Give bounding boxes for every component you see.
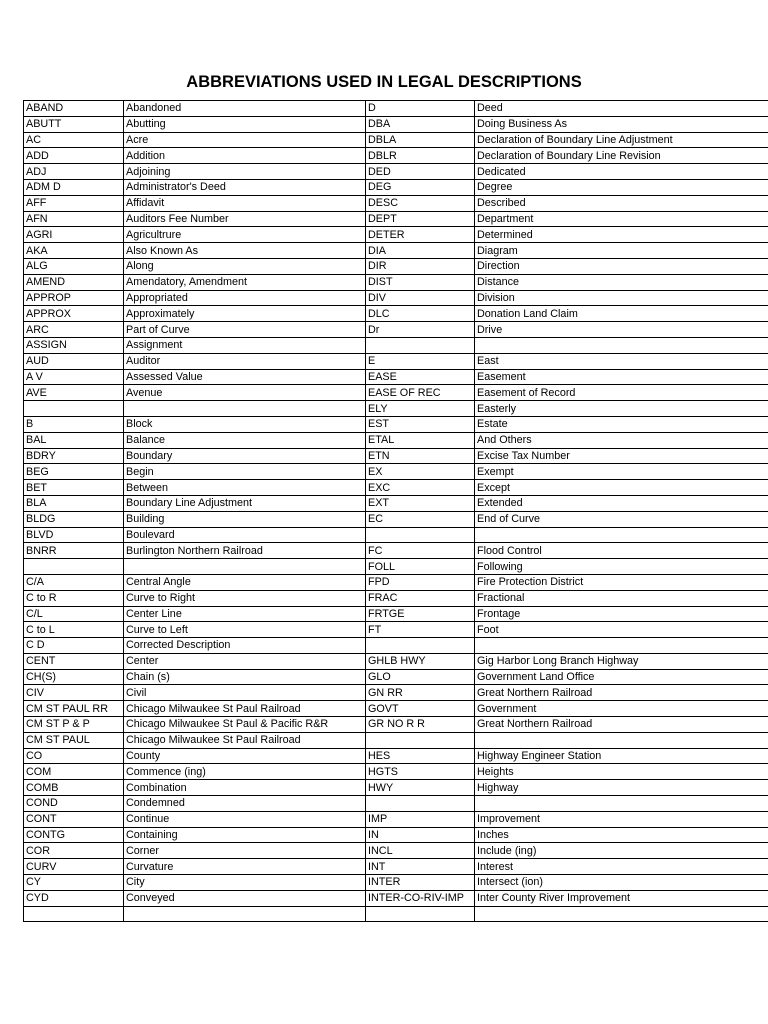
abbreviation-cell: EST [366, 416, 475, 432]
meaning-cell: Amendatory, Amendment [124, 274, 366, 290]
abbreviation-cell: AVE [24, 385, 124, 401]
abbreviation-cell: CONT [24, 811, 124, 827]
abbreviation-cell: ASSIGN [24, 337, 124, 353]
table-row [24, 432, 768, 448]
table-row [24, 543, 768, 559]
abbreviation-cell: ELY [366, 401, 475, 417]
meaning-cell: End of Curve [475, 511, 768, 527]
table-row [24, 211, 768, 227]
abbreviation-cell: AKA [24, 243, 124, 259]
meaning-cell: Except [475, 480, 768, 496]
abbreviation-cell: DIA [366, 243, 475, 259]
abbreviation-cell: BDRY [24, 448, 124, 464]
meaning-cell: Begin [124, 464, 366, 480]
meaning-cell: Chain (s) [124, 669, 366, 685]
abbreviations-table-body [24, 101, 768, 922]
meaning-cell: Deed [475, 101, 768, 117]
meaning-cell: Doing Business As [475, 116, 768, 132]
table-row [24, 906, 768, 922]
page-title: ABBREVIATIONS USED IN LEGAL DESCRIPTIONS [186, 73, 582, 91]
table-row [24, 148, 768, 164]
meaning-cell: Combination [124, 780, 366, 796]
meaning-cell: Containing [124, 827, 366, 843]
meaning-cell: Estate [475, 416, 768, 432]
table-row [24, 195, 768, 211]
abbreviation-cell: B [24, 416, 124, 432]
meaning-cell: Appropriated [124, 290, 366, 306]
meaning-cell: Excise Tax Number [475, 448, 768, 464]
table-row [24, 116, 768, 132]
meaning-cell: Boundary [124, 448, 366, 464]
meaning-cell: Approximately [124, 306, 366, 322]
table-row [24, 717, 768, 733]
meaning-cell: Donation Land Claim [475, 306, 768, 322]
meaning-cell: Commence (ing) [124, 764, 366, 780]
abbreviation-cell: DIR [366, 258, 475, 274]
meaning-cell: Frontage [475, 606, 768, 622]
abbreviation-cell [366, 527, 475, 543]
meaning-cell: Government Land Office [475, 669, 768, 685]
table-row [24, 527, 768, 543]
meaning-cell: Condemned [124, 796, 366, 812]
abbreviation-cell: CY [24, 875, 124, 891]
meaning-cell: Central Angle [124, 574, 366, 590]
table-row [24, 685, 768, 701]
meaning-cell: Fire Protection District [475, 574, 768, 590]
meaning-cell: Addition [124, 148, 366, 164]
meaning-cell: Great Northern Railroad [475, 685, 768, 701]
meaning-cell: Dedicated [475, 164, 768, 180]
abbreviation-cell: Dr [366, 322, 475, 338]
abbreviation-cell: ETAL [366, 432, 475, 448]
meaning-cell: Balance [124, 432, 366, 448]
abbreviation-cell: ETN [366, 448, 475, 464]
meaning-cell: Corrected Description [124, 638, 366, 654]
abbreviation-cell: GOVT [366, 701, 475, 717]
meaning-cell: Curve to Left [124, 622, 366, 638]
abbreviation-cell [24, 906, 124, 922]
abbreviation-cell: ALG [24, 258, 124, 274]
meaning-cell [475, 796, 768, 812]
meaning-cell: Highway Engineer Station [475, 748, 768, 764]
abbreviation-cell: E [366, 353, 475, 369]
abbreviation-cell: DESC [366, 195, 475, 211]
table-row [24, 290, 768, 306]
abbreviation-cell: A V [24, 369, 124, 385]
abbreviation-cell: COM [24, 764, 124, 780]
table-row [24, 574, 768, 590]
meaning-cell: Easement of Record [475, 385, 768, 401]
table-row [24, 227, 768, 243]
abbreviation-cell: C D [24, 638, 124, 654]
meaning-cell: Division [475, 290, 768, 306]
meaning-cell: Assessed Value [124, 369, 366, 385]
abbreviation-cell: ARC [24, 322, 124, 338]
abbreviation-cell: EASE [366, 369, 475, 385]
abbreviation-cell: CH(S) [24, 669, 124, 685]
meaning-cell: Chicago Milwaukee St Paul Railroad [124, 701, 366, 717]
abbreviation-cell: APPROX [24, 306, 124, 322]
table-row [24, 511, 768, 527]
meaning-cell: Foot [475, 622, 768, 638]
meaning-cell: Continue [124, 811, 366, 827]
abbreviation-cell: IN [366, 827, 475, 843]
abbreviation-cell: ADJ [24, 164, 124, 180]
abbreviation-cell: CM ST P & P [24, 717, 124, 733]
abbreviation-cell: EXC [366, 480, 475, 496]
abbreviation-cell [366, 906, 475, 922]
table-row [24, 179, 768, 195]
table-row [24, 495, 768, 511]
meaning-cell: Diagram [475, 243, 768, 259]
abbreviation-cell: BLDG [24, 511, 124, 527]
meaning-cell: Block [124, 416, 366, 432]
abbreviation-cell: BNRR [24, 543, 124, 559]
abbreviation-cell: C/A [24, 574, 124, 590]
table-row [24, 243, 768, 259]
abbreviation-cell: BAL [24, 432, 124, 448]
abbreviation-cell [366, 337, 475, 353]
abbreviation-cell: FT [366, 622, 475, 638]
meaning-cell: Following [475, 559, 768, 575]
table-row [24, 385, 768, 401]
table-row [24, 669, 768, 685]
meaning-cell: Building [124, 511, 366, 527]
meaning-cell [124, 559, 366, 575]
abbreviation-cell: INT [366, 859, 475, 875]
table-row [24, 258, 768, 274]
abbreviation-cell: BLA [24, 495, 124, 511]
table-row [24, 638, 768, 654]
table-row [24, 796, 768, 812]
meaning-cell: Affidavit [124, 195, 366, 211]
abbreviation-cell: DED [366, 164, 475, 180]
abbreviation-cell: GHLB HWY [366, 653, 475, 669]
abbreviation-cell: INTER [366, 875, 475, 891]
table-row [24, 274, 768, 290]
meaning-cell: Flood Control [475, 543, 768, 559]
abbreviation-cell: FC [366, 543, 475, 559]
meaning-cell: Declaration of Boundary Line Adjustment [475, 132, 768, 148]
abbreviation-cell: AGRI [24, 227, 124, 243]
meaning-cell: Curve to Right [124, 590, 366, 606]
meaning-cell: Distance [475, 274, 768, 290]
abbreviation-cell: CURV [24, 859, 124, 875]
table-row [24, 448, 768, 464]
abbreviation-cell: FPD [366, 574, 475, 590]
table-row [24, 875, 768, 891]
abbreviation-cell: DBLR [366, 148, 475, 164]
table-row [24, 164, 768, 180]
meaning-cell: Great Northern Railroad [475, 717, 768, 733]
table-row [24, 590, 768, 606]
abbreviation-cell: HWY [366, 780, 475, 796]
meaning-cell: Described [475, 195, 768, 211]
meaning-cell: Avenue [124, 385, 366, 401]
meaning-cell: Degree [475, 179, 768, 195]
meaning-cell [475, 527, 768, 543]
abbreviation-cell: AFF [24, 195, 124, 211]
meaning-cell: Fractional [475, 590, 768, 606]
meaning-cell: Acre [124, 132, 366, 148]
abbreviation-cell: ADM D [24, 179, 124, 195]
table-row [24, 606, 768, 622]
abbreviation-cell: AC [24, 132, 124, 148]
meaning-cell: Improvement [475, 811, 768, 827]
meaning-cell: Department [475, 211, 768, 227]
meaning-cell: Center [124, 653, 366, 669]
abbreviation-cell: CENT [24, 653, 124, 669]
abbreviation-cell: CONTG [24, 827, 124, 843]
meaning-cell: Gig Harbor Long Branch Highway [475, 653, 768, 669]
table-row [24, 369, 768, 385]
meaning-cell: Assignment [124, 337, 366, 353]
table-row [24, 401, 768, 417]
abbreviation-cell: HGTS [366, 764, 475, 780]
abbreviation-cell: AMEND [24, 274, 124, 290]
abbreviation-cell: GR NO R R [366, 717, 475, 733]
meaning-cell: City [124, 875, 366, 891]
table-row [24, 416, 768, 432]
meaning-cell: County [124, 748, 366, 764]
meaning-cell [124, 401, 366, 417]
abbreviation-cell: CO [24, 748, 124, 764]
abbreviation-cell [24, 401, 124, 417]
abbreviation-cell: COND [24, 796, 124, 812]
abbreviation-cell: C to L [24, 622, 124, 638]
meaning-cell: Part of Curve [124, 322, 366, 338]
meaning-cell: Corner [124, 843, 366, 859]
abbreviation-cell [366, 638, 475, 654]
abbreviation-cell: DEPT [366, 211, 475, 227]
table-row [24, 748, 768, 764]
table-row [24, 480, 768, 496]
table-row [24, 890, 768, 906]
meaning-cell: Chicago Milwaukee St Paul & Pacific R&R [124, 717, 366, 733]
meaning-cell: Auditors Fee Number [124, 211, 366, 227]
meaning-cell [475, 906, 768, 922]
abbreviation-cell [366, 732, 475, 748]
abbreviation-cell: CIV [24, 685, 124, 701]
meaning-cell: Adjoining [124, 164, 366, 180]
abbreviation-cell: BEG [24, 464, 124, 480]
meaning-cell: Burlington Northern Railroad [124, 543, 366, 559]
meaning-cell: Government [475, 701, 768, 717]
abbreviation-cell: DIST [366, 274, 475, 290]
abbreviation-cell: DETER [366, 227, 475, 243]
table-row [24, 559, 768, 575]
table-row [24, 780, 768, 796]
meaning-cell: Also Known As [124, 243, 366, 259]
abbreviation-cell: APPROP [24, 290, 124, 306]
meaning-cell: Abandoned [124, 101, 366, 117]
table-row [24, 464, 768, 480]
meaning-cell: Along [124, 258, 366, 274]
abbreviation-cell: C to R [24, 590, 124, 606]
abbreviation-cell: HES [366, 748, 475, 764]
abbreviation-cell: EASE OF REC [366, 385, 475, 401]
abbreviation-cell: INTER-CO-RIV-IMP [366, 890, 475, 906]
meaning-cell [124, 906, 366, 922]
abbreviation-cell: ABAND [24, 101, 124, 117]
meaning-cell: Between [124, 480, 366, 496]
abbreviation-cell: AUD [24, 353, 124, 369]
abbreviation-cell: INCL [366, 843, 475, 859]
abbreviation-cell: DBA [366, 116, 475, 132]
meaning-cell: East [475, 353, 768, 369]
meaning-cell: Exempt [475, 464, 768, 480]
abbreviation-cell: EC [366, 511, 475, 527]
meaning-cell: Determined [475, 227, 768, 243]
meaning-cell: Center Line [124, 606, 366, 622]
abbreviation-cell: EX [366, 464, 475, 480]
table-row [24, 132, 768, 148]
table-row [24, 622, 768, 638]
table-row [24, 827, 768, 843]
meaning-cell: Curvature [124, 859, 366, 875]
abbreviation-cell: DIV [366, 290, 475, 306]
meaning-cell: Include (ing) [475, 843, 768, 859]
abbreviation-cell: FRTGE [366, 606, 475, 622]
meaning-cell: Easterly [475, 401, 768, 417]
table-row [24, 353, 768, 369]
meaning-cell: Boulevard [124, 527, 366, 543]
table-row [24, 306, 768, 322]
abbreviation-cell: CM ST PAUL RR [24, 701, 124, 717]
meaning-cell: And Others [475, 432, 768, 448]
meaning-cell: Boundary Line Adjustment [124, 495, 366, 511]
meaning-cell: Declaration of Boundary Line Revision [475, 148, 768, 164]
abbreviation-cell: C/L [24, 606, 124, 622]
meaning-cell: Chicago Milwaukee St Paul Railroad [124, 732, 366, 748]
meaning-cell: Highway [475, 780, 768, 796]
meaning-cell: Civil [124, 685, 366, 701]
meaning-cell [475, 337, 768, 353]
abbreviation-cell: FRAC [366, 590, 475, 606]
meaning-cell: Direction [475, 258, 768, 274]
meaning-cell: Drive [475, 322, 768, 338]
abbreviation-cell: GLO [366, 669, 475, 685]
meaning-cell: Agricultrure [124, 227, 366, 243]
abbreviation-cell: DLC [366, 306, 475, 322]
meaning-cell: Extended [475, 495, 768, 511]
abbreviation-cell: BLVD [24, 527, 124, 543]
table-row [24, 653, 768, 669]
table-row [24, 843, 768, 859]
abbreviation-cell [24, 559, 124, 575]
table-row [24, 859, 768, 875]
meaning-cell [475, 732, 768, 748]
table-row [24, 701, 768, 717]
table-row [24, 811, 768, 827]
abbreviation-cell: FOLL [366, 559, 475, 575]
abbreviation-cell: GN RR [366, 685, 475, 701]
meaning-cell: Auditor [124, 353, 366, 369]
abbreviation-cell: BET [24, 480, 124, 496]
abbreviation-cell: COMB [24, 780, 124, 796]
meaning-cell: Interest [475, 859, 768, 875]
table-row [24, 732, 768, 748]
table-row [24, 337, 768, 353]
abbreviation-cell: EXT [366, 495, 475, 511]
meaning-cell: Conveyed [124, 890, 366, 906]
table-row [24, 764, 768, 780]
abbreviation-cell: ABUTT [24, 116, 124, 132]
abbreviation-cell: CM ST PAUL [24, 732, 124, 748]
abbreviation-cell: DEG [366, 179, 475, 195]
abbreviation-cell: AFN [24, 211, 124, 227]
abbreviation-cell: CYD [24, 890, 124, 906]
table-row [24, 322, 768, 338]
abbreviation-cell: COR [24, 843, 124, 859]
meaning-cell: Administrator's Deed [124, 179, 366, 195]
abbreviation-cell [366, 796, 475, 812]
meaning-cell: Easement [475, 369, 768, 385]
meaning-cell: Intersect (ion) [475, 875, 768, 891]
abbreviation-cell: ADD [24, 148, 124, 164]
meaning-cell: Inter County River Improvement [475, 890, 768, 906]
meaning-cell: Heights [475, 764, 768, 780]
meaning-cell [475, 638, 768, 654]
meaning-cell: Inches [475, 827, 768, 843]
abbreviation-cell: IMP [366, 811, 475, 827]
meaning-cell: Abutting [124, 116, 366, 132]
abbreviation-cell: D [366, 101, 475, 117]
table-row [24, 101, 768, 117]
abbreviation-cell: DBLA [366, 132, 475, 148]
abbreviations-table [23, 100, 768, 922]
